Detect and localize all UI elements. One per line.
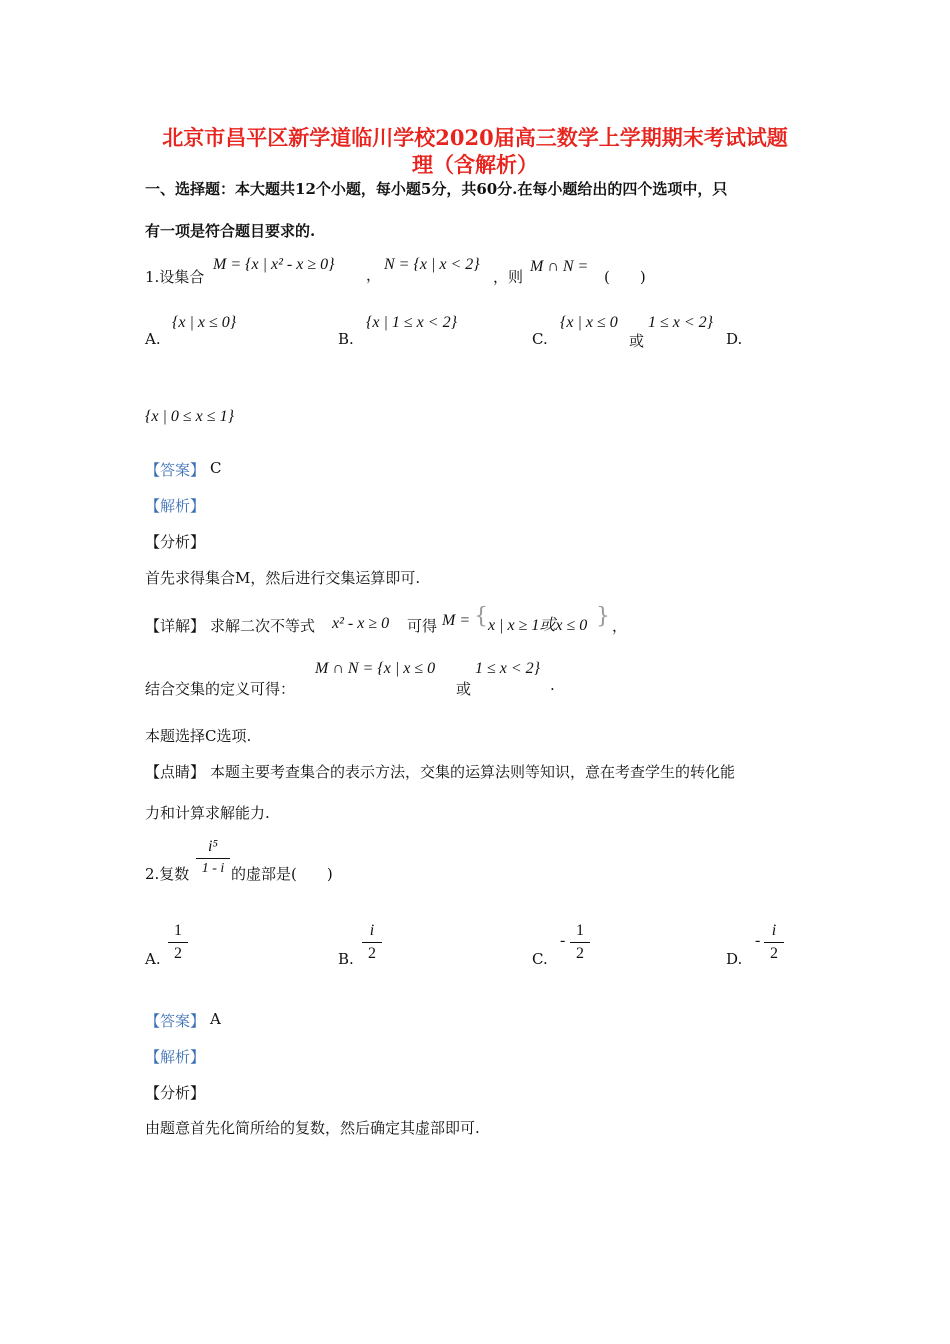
q2-option-d (764, 922, 784, 963)
q2-fraction (196, 838, 230, 877)
q2-option-c-label: C. (532, 950, 548, 968)
q2-fraction-bar (196, 858, 230, 859)
q2-option-a-denominator: 2 (174, 945, 182, 962)
q1-combine-or: 或 (456, 680, 472, 698)
q2-option-b-bar (362, 942, 382, 943)
q1-combine-expr2: 1 ≤ x < 2} (475, 660, 541, 677)
q2-option-a-bar (168, 942, 188, 943)
q1-option-d-label: D. (726, 330, 743, 348)
q1-answer-value: C (210, 459, 222, 477)
q2-option-d-numerator: i (771, 922, 777, 939)
section-heading-line2: 有一项是符合题目要求的. (145, 222, 316, 240)
q1-answer-tag: 【答案】 (145, 461, 206, 479)
q2-option-c (570, 922, 590, 963)
q1-option-b-label: B. (338, 330, 354, 348)
q1-option-d: {x | 0 ≤ x ≤ 1} (145, 408, 234, 425)
q1-fenxi-text: 首先求得集合M，然后进行交集运算即可. (145, 569, 421, 587)
q1-detail-set: x | x ≥ 1或x ≤ 0 (488, 617, 588, 634)
q2-answer-tag: 【答案】 (145, 1012, 206, 1030)
q2-option-b-numerator: i (369, 922, 375, 939)
q1-option-a-label: A. (145, 330, 161, 348)
q2-option-c-sign: - (560, 932, 566, 949)
q2-option-c-denominator: 2 (576, 945, 584, 962)
q2-option-d-sign: - (755, 932, 761, 949)
document-title-line2: 理（含解析） (412, 152, 538, 177)
q1-dianjing-text2: 力和计算求解能力. (145, 804, 270, 822)
q1-combine-expr1: M ∩ N = {x | x ≤ 0 (315, 660, 436, 677)
q1-detail-text1: 求解二次不等式 (210, 617, 316, 635)
section-heading-line1: 一、选择题：本大题共12个小题，每小题5分，共60分.在每小题给出的四个选项中，只 (145, 180, 728, 198)
q2-option-a (168, 922, 188, 963)
q1-detail-m: M = (442, 612, 471, 629)
q1-combine-dot: . (550, 676, 555, 694)
q2-option-b (362, 922, 382, 963)
q2-option-b-label: B. (338, 950, 354, 968)
q2-answer-value: A (210, 1010, 221, 1028)
q2-option-a-label: A. (145, 950, 161, 968)
q2-fraction-denominator: 1 - i (201, 861, 225, 876)
q2-fenxi-tag: 【分析】 (145, 1084, 206, 1102)
q1-detail-brace-right: } (596, 604, 610, 629)
q1-comma: ， (366, 266, 382, 284)
q1-choose-text: 本题选择C选项. (145, 727, 252, 745)
q1-set-m: M = {x | x² - x ≥ 0} (213, 256, 335, 273)
q1-option-c-part1: {x | x ≤ 0 (560, 314, 618, 331)
q1-combine-text: 结合交集的定义可得： (145, 680, 296, 698)
q1-dianjing-text1: 本题主要考查集合的表示方法，交集的运算法则等知识，意在考查学生的转化能 (210, 763, 736, 781)
q1-dianjing-tag: 【点睛】 (145, 763, 206, 781)
q1-set-n: N = {x | x < 2} (384, 256, 480, 273)
q1-then: ，则 (493, 268, 524, 286)
q2-option-d-label: D. (726, 950, 743, 968)
q1-option-c-part2: 1 ≤ x < 2} (648, 314, 714, 331)
q1-option-c-or: 或 (629, 332, 645, 350)
q2-suffix: 的虚部是( ) (231, 865, 333, 883)
q2-option-a-numerator: 1 (174, 922, 182, 939)
q1-option-c-label: C. (532, 330, 548, 348)
q1-prefix: 1.设集合 (145, 268, 205, 286)
q1-detail-brace-left: { (474, 604, 488, 629)
q2-option-d-bar (764, 942, 784, 943)
q1-detail-text2: 可得 (407, 617, 438, 635)
q2-fenxi-text: 由题意首先化简所给的复数，然后确定其虚部即可. (145, 1119, 480, 1137)
q1-option-a: {x | x ≤ 0} (172, 314, 237, 331)
q1-analysis-tag: 【解析】 (145, 497, 206, 515)
q1-detail-inequality: x² - x ≥ 0 (332, 615, 390, 632)
q1-expr: M ∩ N = (530, 258, 589, 275)
q2-option-b-denominator: 2 (368, 945, 376, 962)
q2-analysis-tag: 【解析】 (145, 1048, 206, 1066)
q2-prefix: 2.复数 (145, 865, 190, 883)
q1-fenxi-tag: 【分析】 (145, 533, 206, 551)
q2-option-c-numerator: 1 (576, 922, 584, 939)
q1-detail-end: ， (612, 617, 628, 635)
q2-option-c-bar (570, 942, 590, 943)
q1-detail-tag: 【详解】 (145, 617, 206, 635)
q2-fraction-numerator: i⁵ (207, 838, 218, 855)
q2-option-d-denominator: 2 (770, 945, 778, 962)
q1-option-b: {x | 1 ≤ x < 2} (366, 314, 457, 331)
document-title-line1: 北京市昌平区新学道临川学校2020届高三数学上学期期末考试试题 (162, 125, 788, 150)
q1-paren: ( ) (604, 268, 646, 286)
